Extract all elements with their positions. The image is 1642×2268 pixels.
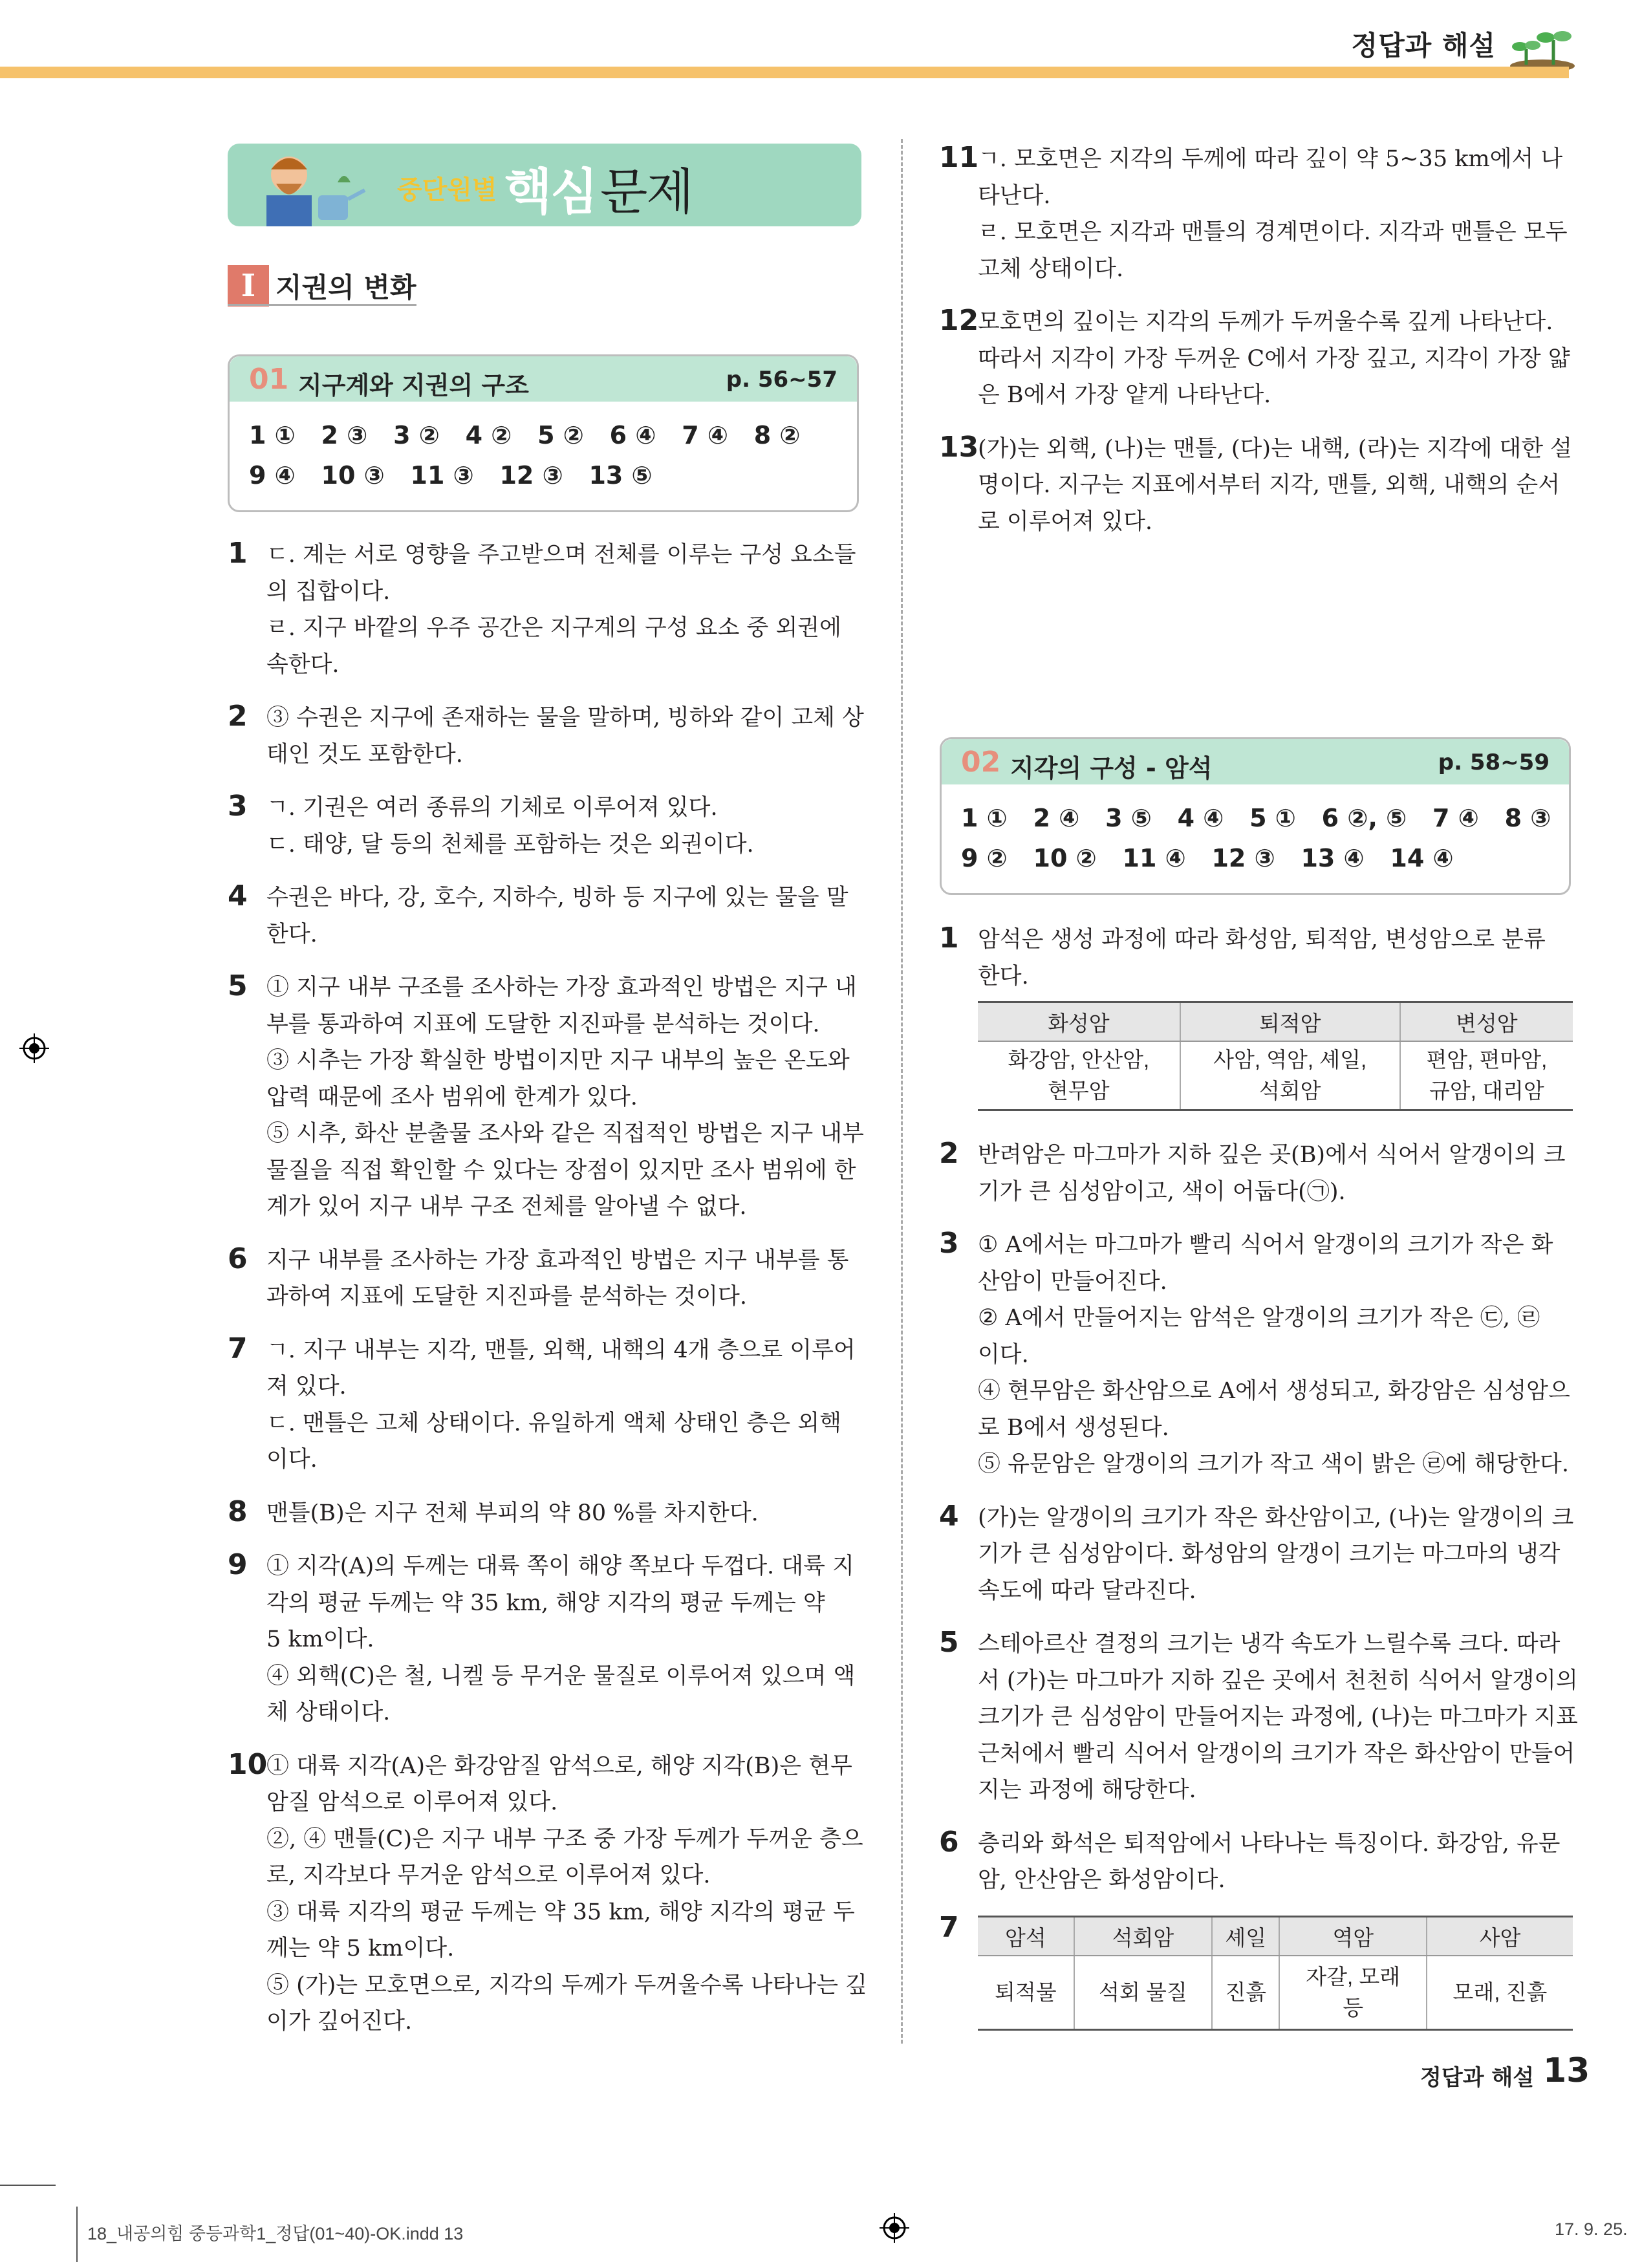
page-number: 13 bbox=[1543, 2051, 1590, 2090]
section-title: 지구계와 지권의 구조 bbox=[298, 371, 529, 400]
section-title: 지각의 구성 - 암석 bbox=[1010, 754, 1213, 783]
farmer-illustration-icon bbox=[241, 144, 370, 226]
question-line: 암, 안산암은 화성암이다. bbox=[978, 1867, 1226, 1893]
question-line: 부를 통과하여 지표에 도달한 지진파를 분석하는 것이다. bbox=[266, 1011, 820, 1037]
table-cell: 화강암, 안산암, 현무암 bbox=[978, 1041, 1180, 1110]
table-header: 셰일 bbox=[1212, 1917, 1279, 1956]
question-line: ⑤ 시추, 화산 분출물 조사와 같은 직접적인 방법은 지구 내부 bbox=[266, 1121, 864, 1147]
section-number: 01 bbox=[249, 363, 289, 396]
question-block bbox=[228, 1747, 867, 2040]
table-header: 퇴적암 bbox=[1180, 1002, 1400, 1042]
question-block bbox=[939, 431, 1573, 541]
table-header: 사암 bbox=[1427, 1917, 1573, 1956]
slug-date: 17. 9. 25. bbox=[1555, 2219, 1628, 2239]
right-column-bottom bbox=[939, 1137, 1578, 1916]
question-line: 기가 큰 심성암이고, 색이 어둡다(㉠). bbox=[978, 1178, 1346, 1205]
question-line: 각의 평균 두께는 약 35 km, 해양 지각의 평균 두께는 약 bbox=[266, 1590, 825, 1616]
header-rule bbox=[0, 67, 1569, 78]
question-number: 12 bbox=[939, 304, 979, 337]
question-line: 께는 약 5 km이다. bbox=[266, 1936, 455, 1961]
table-cell: 자갈, 모래 등 bbox=[1279, 1956, 1427, 2030]
question-block bbox=[228, 790, 858, 863]
question-number: 4 bbox=[228, 880, 248, 913]
table-header: 암석 bbox=[978, 1917, 1074, 1956]
banner-title-highlight: 핵심 bbox=[504, 163, 597, 221]
answer-row: 9 ② 10 ② 11 ④ 12 ③ 13 ④ 14 ④ bbox=[961, 844, 1454, 872]
question-line: (가)는 알갱이의 크기가 작은 화산암이고, (나)는 알갱이의 크 bbox=[978, 1504, 1574, 1531]
question-number: 10 bbox=[228, 1747, 268, 1781]
question-line: 속한다. bbox=[266, 651, 340, 678]
question-line: ④ 외핵(C)은 철, 니켈 등 무거운 물질로 이루어져 있으며 액 bbox=[266, 1663, 856, 1689]
question-number: 7 bbox=[228, 1332, 248, 1365]
question-block bbox=[228, 537, 858, 683]
question-number: 1 bbox=[939, 922, 959, 955]
question-number: 3 bbox=[228, 790, 248, 823]
footer-title: 정답과 해설 bbox=[1420, 2065, 1535, 2091]
banner-title: 문제 bbox=[600, 163, 693, 221]
question-line: ㄱ. 지구 내부는 지각, 맨틀, 외핵, 내핵의 4개 층으로 이루어 bbox=[266, 1337, 856, 1363]
question-line: 산암이 만들어진다. bbox=[978, 1268, 1167, 1295]
question-line: 수권은 바다, 강, 호수, 지하수, 빙하 등 지구에 있는 물을 말 bbox=[266, 885, 848, 911]
table-cell: 석회 물질 bbox=[1074, 1956, 1212, 2030]
chapter-underline bbox=[228, 304, 416, 306]
table-cell: 편암, 편마암, 규암, 대리암 bbox=[1400, 1041, 1573, 1110]
question-block bbox=[939, 922, 1573, 995]
answer-row: 9 ④ 10 ③ 11 ③ 12 ③ 13 ⑤ bbox=[249, 461, 653, 490]
banner-subtitle: 중단원별 bbox=[397, 175, 497, 205]
table-header: 변성암 bbox=[1400, 1002, 1573, 1042]
question-line: 암질 암석으로 이루어져 있다. bbox=[266, 1789, 558, 1815]
question-block bbox=[939, 141, 1573, 287]
question-line: 스테아르산 결정의 크기는 냉각 속도가 느릴수록 크다. 따라 bbox=[978, 1631, 1561, 1657]
question-line: 맨틀(B)은 지구 전체 부피의 약 80 %를 차지한다. bbox=[266, 1500, 759, 1526]
question-line: ⑤ (가)는 모호면으로, 지각의 두께가 두꺼울수록 나타나는 깊 bbox=[266, 1972, 867, 1998]
question-line: 로 이루어져 있다. bbox=[978, 508, 1153, 535]
question-line: (가)는 외핵, (나)는 맨틀, (다)는 내핵, (라)는 지각에 대한 설 bbox=[978, 435, 1572, 462]
question-number: 6 bbox=[228, 1242, 248, 1275]
rock-classification-table bbox=[978, 1001, 1573, 1111]
question-block bbox=[228, 969, 864, 1226]
question-line: ㄹ. 지구 바깥의 우주 공간은 지구계의 구성 요소 중 외권에 bbox=[266, 615, 841, 641]
question-line: ㄱ. 기권은 여러 종류의 기체로 이루어져 있다. bbox=[266, 795, 718, 821]
question-line: ㄹ. 모호면은 지각과 맨틀의 경계면이다. 지각과 맨틀은 모두 bbox=[978, 219, 1568, 245]
question-block bbox=[228, 1548, 858, 1731]
question-number: 9 bbox=[228, 1548, 248, 1581]
registration-mark-icon bbox=[19, 1033, 49, 1063]
question-block bbox=[228, 1242, 858, 1315]
question-line: ③ 시추는 가장 확실한 방법이지만 지구 내부의 높은 온도와 bbox=[266, 1048, 850, 1074]
table-cell: 퇴적물 bbox=[978, 1956, 1074, 2030]
question-line: 명이다. 지구는 지표에서부터 지각, 맨틀, 외핵, 내핵의 순서 bbox=[978, 472, 1561, 498]
question-line: 이가 깊어진다. bbox=[266, 2009, 413, 2035]
question-line: 반려암은 마그마가 지하 깊은 곳(B)에서 식어서 알갱이의 크 bbox=[978, 1142, 1566, 1168]
question-line: 모호면의 깊이는 지각의 두께가 두꺼울수록 깊게 나타난다. bbox=[978, 309, 1553, 335]
question-block bbox=[939, 304, 1573, 414]
question-block bbox=[939, 1826, 1573, 1899]
question-number: 2 bbox=[939, 1137, 959, 1170]
question-line: 의 집합이다. bbox=[266, 578, 391, 605]
answer-box-02 bbox=[940, 737, 1571, 895]
question-line: 지는 과정에 해당한다. bbox=[978, 1777, 1196, 1803]
question-line: 과하여 지표에 도달한 지진파를 분석하는 것이다. bbox=[266, 1284, 747, 1310]
question-number: 5 bbox=[939, 1626, 959, 1659]
question-line: ③ 수권은 지구에 존재하는 물을 말하며, 빙하와 같이 고체 상 bbox=[266, 705, 864, 731]
question-line: ① A에서는 마그마가 빨리 식어서 알갱이의 크기가 작은 화 bbox=[978, 1232, 1553, 1258]
answer-box-header bbox=[230, 356, 857, 402]
question-number: 8 bbox=[228, 1495, 248, 1528]
question-block bbox=[939, 1500, 1573, 1610]
question-line: 압력 때문에 조사 범위에 한계가 있다. bbox=[266, 1084, 638, 1110]
question-line: 은 B에서 가장 얕게 나타난다. bbox=[978, 382, 1271, 408]
question-line: 계가 있어 지구 내부 구조 전체를 알아낼 수 없다. bbox=[266, 1194, 747, 1220]
question-block bbox=[228, 880, 858, 953]
question-number: 3 bbox=[939, 1227, 959, 1260]
chapter-number: I bbox=[228, 265, 269, 307]
question-line: 태인 것도 포함한다. bbox=[266, 741, 463, 768]
table-header: 역암 bbox=[1279, 1917, 1427, 1956]
answer-row: 1 ① 2 ④ 3 ⑤ 4 ④ 5 ① 6 ②, ⑤ 7 ④ 8 ③ bbox=[961, 804, 1551, 832]
question-line: 이다. bbox=[266, 1447, 318, 1473]
section-page-range: p. 56~57 bbox=[726, 367, 837, 393]
answer-row: 1 ① 2 ③ 3 ② 4 ② 5 ② 6 ④ 7 ④ 8 ② bbox=[249, 421, 801, 449]
question-line: ① 대륙 지각(A)은 화강암질 암석으로, 해양 지각(B)은 현무 bbox=[266, 1753, 852, 1779]
question-line: ㄱ. 모호면은 지각의 두께에 따라 깊이 약 5~35 km에서 나 bbox=[978, 146, 1563, 172]
question-line: 체 상태이다. bbox=[266, 1700, 391, 1725]
table-header: 석회암 bbox=[1074, 1917, 1212, 1956]
question-line: 기가 큰 심성암이다. 화성암의 알갱이 크기는 마그마의 냉각 bbox=[978, 1541, 1561, 1567]
question-number: 5 bbox=[228, 969, 248, 1002]
question-line: 로, 지각보다 무거운 암석으로 이루어져 있다. bbox=[266, 1863, 711, 1888]
table-cell: 진흙 bbox=[1212, 1956, 1279, 2030]
left-column bbox=[228, 537, 867, 2057]
question-line: 서 (가)는 마그마가 지하 깊은 곳에서 천천히 식어서 알갱이의 bbox=[978, 1667, 1578, 1694]
question-line: 층리와 화석은 퇴적암에서 나타나는 특징이다. 화강암, 유문 bbox=[978, 1830, 1561, 1857]
question-number: 6 bbox=[939, 1825, 959, 1859]
question-line: 속도에 따라 달라진다. bbox=[978, 1577, 1196, 1604]
slug-filename: 18_내공의힘 중등과학1_정답(01~40)-OK.indd 13 bbox=[87, 2224, 464, 2243]
question-line: ⑤ 유문암은 알갱이의 크기가 작고 색이 밝은 ㉣에 해당한다. bbox=[978, 1451, 1569, 1477]
question-block bbox=[228, 700, 864, 773]
question-line: 져 있다. bbox=[266, 1374, 347, 1399]
chapter-title: 지권의 변화 bbox=[275, 272, 416, 303]
question-line: 물질을 직접 확인할 수 있다는 장점이 있지만 조사 범위에 한 bbox=[266, 1157, 856, 1183]
question-block bbox=[228, 1332, 858, 1478]
section-number: 02 bbox=[961, 746, 1001, 779]
question-line: 한다. bbox=[266, 921, 318, 947]
question-line: 암석은 생성 과정에 따라 화성암, 퇴적암, 변성암으로 분류 bbox=[978, 927, 1546, 953]
question-line: ③ 대륙 지각의 평균 두께는 약 35 km, 해양 지각의 평균 두 bbox=[266, 1899, 855, 1925]
question-line: ④ 현무암은 화산암으로 A에서 생성되고, 화강암은 심성암으 bbox=[978, 1378, 1570, 1404]
answer-box-01 bbox=[228, 354, 859, 512]
question-line: 지구 내부를 조사하는 가장 효과적인 방법은 지구 내부를 통 bbox=[266, 1247, 849, 1273]
question-number: 1 bbox=[228, 537, 248, 570]
section-banner bbox=[228, 144, 861, 226]
crop-mark bbox=[76, 2207, 78, 2262]
section-page-range: p. 58~59 bbox=[1438, 750, 1550, 775]
question-number: 4 bbox=[939, 1499, 959, 1533]
question-line: ②, ④ 맨틀(C)은 지구 내부 구조 중 가장 두께가 두꺼운 층으 bbox=[266, 1826, 863, 1852]
sprout-icon bbox=[1507, 26, 1578, 71]
question-line: 따라서 지각이 가장 두꺼운 C에서 가장 깊고, 지각이 가장 얇 bbox=[978, 345, 1570, 372]
question-block bbox=[939, 1227, 1573, 1483]
column-divider bbox=[901, 139, 903, 2044]
question-line: ㄷ. 맨틀은 고체 상태이다. 유일하게 액체 상태인 층은 외핵 bbox=[266, 1410, 841, 1436]
question-line: ㄷ. 태양, 달 등의 천체를 포함하는 것은 외권이다. bbox=[266, 831, 754, 858]
question-line: ① 지구 내부 구조를 조사하는 가장 효과적인 방법은 지구 내 bbox=[266, 975, 857, 1000]
answer-box-header bbox=[942, 739, 1569, 784]
question-line: 크기가 큰 심성암이 만들어지는 과정에, (나)는 마그마가 지표 bbox=[978, 1704, 1578, 1730]
question-line: 이다. bbox=[978, 1341, 1029, 1368]
registration-mark-icon bbox=[880, 2213, 909, 2243]
question-number: 2 bbox=[228, 700, 248, 733]
header-title: 정답과 해설 bbox=[1351, 30, 1496, 61]
question-number: 13 bbox=[939, 430, 979, 464]
crop-mark bbox=[0, 2185, 56, 2186]
question-line: 고체 상태이다. bbox=[978, 255, 1124, 282]
question-line: 로 B에서 생성된다. bbox=[978, 1414, 1169, 1441]
question-line: 타난다. bbox=[978, 182, 1051, 209]
question-line: ① 지각(A)의 두께는 대륙 쪽이 해양 쪽보다 두껍다. 대륙 지 bbox=[266, 1553, 854, 1579]
question-line: 5 km이다. bbox=[266, 1626, 374, 1652]
question-line: 한다. bbox=[978, 963, 1029, 989]
question-line: 근처에서 빨리 식어서 알갱이의 크기가 작은 화산암이 만들어 bbox=[978, 1740, 1575, 1767]
question-number: 11 bbox=[939, 141, 979, 174]
question-line: ㄷ. 계는 서로 영향을 주고받으며 전체를 이루는 구성 요소들 bbox=[266, 542, 856, 568]
table-header: 화성암 bbox=[978, 1002, 1180, 1042]
question-line: ② A에서 만들어지는 암석은 알갱이의 크기가 작은 ㉢, ㉣ bbox=[978, 1305, 1540, 1331]
question-number: 7 bbox=[939, 1911, 959, 1944]
question-block bbox=[228, 1495, 858, 1532]
table-cell: 모래, 진흙 bbox=[1427, 1956, 1573, 2030]
question-block bbox=[939, 1137, 1573, 1210]
question-block bbox=[939, 1626, 1578, 1809]
table-cell: 사암, 역암, 셰일, 석회암 bbox=[1180, 1041, 1400, 1110]
sedimentary-rock-table bbox=[978, 1916, 1573, 2031]
right-column-top bbox=[939, 141, 1573, 557]
